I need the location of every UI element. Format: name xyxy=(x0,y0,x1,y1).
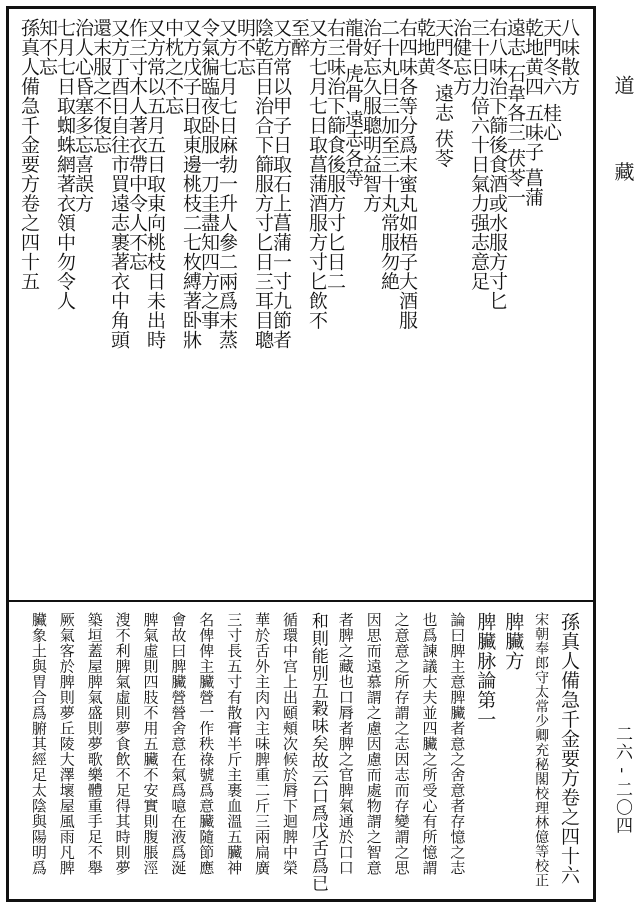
upper-text-column: 治健忘方 xyxy=(450,18,472,96)
upper-text-column: 乾地黄四 五味子 菖蒲 xyxy=(522,18,544,207)
upper-text-column: 陰乾百日治合下篩服方寸匕日三耳目聰 xyxy=(252,18,274,350)
upper-text-column: 還末服之不復忘 xyxy=(90,18,112,155)
upper-text-column: 又方常以甲子日取石上菖蒲一寸九節者 xyxy=(270,18,292,350)
lower-text-column: 華於舌外主肉內主味脾重二斤三兩扁廣 xyxy=(253,612,272,876)
section-divider xyxy=(6,600,596,602)
lower-text-column: 者脾之藏也口脣者脾之官脾氣通於口口 xyxy=(336,612,355,876)
upper-text-column: 天門冬 遠志 茯苓 xyxy=(432,18,454,168)
upper-text-column: 龍骨 虎骨 遠志各等 xyxy=(342,18,364,188)
upper-text-column: 令氣徧臨夜卧服一刀圭盡知四方之事 xyxy=(198,18,220,330)
upper-text-column: 八味散方 xyxy=(558,18,580,96)
upper-text-column: 中枕之不忘 xyxy=(162,18,184,116)
upper-text-column: 孫真人備急千金要方卷之四十五 xyxy=(18,18,40,291)
page-number: 二六 - 二〇四 xyxy=(612,725,632,835)
lower-text-column: 臟象土與胃合爲腑其經足太陰與陽明爲 xyxy=(29,612,48,876)
lower-text-column: 會故曰脾臟營營舍意在氣爲噫在液爲涎 xyxy=(169,612,188,876)
upper-text-column: 右三味治下篩食後服方寸匕日二 xyxy=(324,18,346,291)
upper-text-column: 乾地黄 xyxy=(414,18,436,77)
lower-text-column: 溲不利脾氣虛則夢食飲不足得其時則夢 xyxy=(113,612,132,876)
upper-text-column: 又方七月七日取菖蒲酒服方寸匕飲不 xyxy=(306,18,328,330)
lower-text-column: 脾臟脉論第一 xyxy=(474,612,497,729)
lower-text-column: 脾臟方 xyxy=(502,612,525,671)
lower-text-column: 孫真人備急千金要方卷之四十六 xyxy=(558,612,580,885)
lower-text-column: 名俾俾主臟營一作秩祿號爲意臟隨節應 xyxy=(197,612,216,876)
lower-text-column: 脾氣虛則四肢不用五臟不安實則腹脹涇 xyxy=(141,612,160,876)
lower-text-column: 厥氣客於脾則夢丘陵大澤壞屋風雨凡脾 xyxy=(57,612,76,876)
upper-text-column: 又方戊子日取東邊桃枝二七枚縛著卧牀 xyxy=(180,18,202,350)
upper-text-column: 右四味各等分爲末蜜丸如梧子大酒服 xyxy=(396,18,418,330)
lower-text-column: 因思而遠慕謂之慮因慮而處物謂之智意 xyxy=(364,612,383,876)
upper-text-column: 知不忘 xyxy=(36,18,58,77)
upper-text-column: 遠志 石韋各三 茯苓一 xyxy=(504,18,526,207)
upper-text-column: 二十丸日三加至三十丸常服勿絶 xyxy=(378,18,400,291)
upper-text-column: 天門冬六 桂心 xyxy=(540,18,562,142)
upper-text-column: 三十日力倍六十日氣力强志意足 xyxy=(468,18,490,291)
upper-text-column: 治好忘久服聰明益智方 xyxy=(360,18,382,213)
upper-text-column: 明不忘 xyxy=(234,18,256,77)
lower-text-column: 和則能別五穀味矣故云口爲戊舌爲已 xyxy=(307,612,328,892)
lower-text-column: 論曰脾主意脾臟者意之舍意者存憶之志 xyxy=(448,612,467,876)
lower-text-column: 循環中宫上出頤頰次候於脣下迴脾中榮 xyxy=(281,612,299,876)
margin-label: 道 藏 xyxy=(611,75,635,212)
upper-text-column: 七月七日取蜘蛛網著衣領中勿令人 xyxy=(54,18,76,311)
upper-text-column: 作三寸木人著衣帶中令人不忘 xyxy=(126,18,148,272)
lower-text-column: 築垣蓋屋脾氣盛則夢歌樂體重手足不舉 xyxy=(85,612,104,876)
upper-text-column: 治人心昏塞多忘喜誤方 xyxy=(72,18,94,213)
lower-text-column: 宋朝奉郎守太常少卿充秘閣校理林億等校正 xyxy=(533,612,550,888)
upper-text-column: 又方七月七日麻勃一升人參二兩爲末蒸 xyxy=(216,18,238,350)
lower-text-column: 也爲諫議大夫並四臟之所受心有所憶謂 xyxy=(420,612,439,876)
lower-text-column: 三寸長五寸有散膏半斤主裹血溫五臟神 xyxy=(225,612,244,876)
upper-text-column: 又方常以五月五日取東向桃枝日未出時 xyxy=(144,18,166,350)
lower-text-column: 之意意之所存謂之志因志而存變謂之思 xyxy=(392,612,411,876)
upper-text-column: 右八味治下篩後食酒或水服方寸匕 xyxy=(486,18,508,311)
upper-text-column: 又方丁酉日自往市買遠志裹著衣中角頭 xyxy=(108,18,130,350)
upper-text-column: 至醉 xyxy=(288,18,310,57)
